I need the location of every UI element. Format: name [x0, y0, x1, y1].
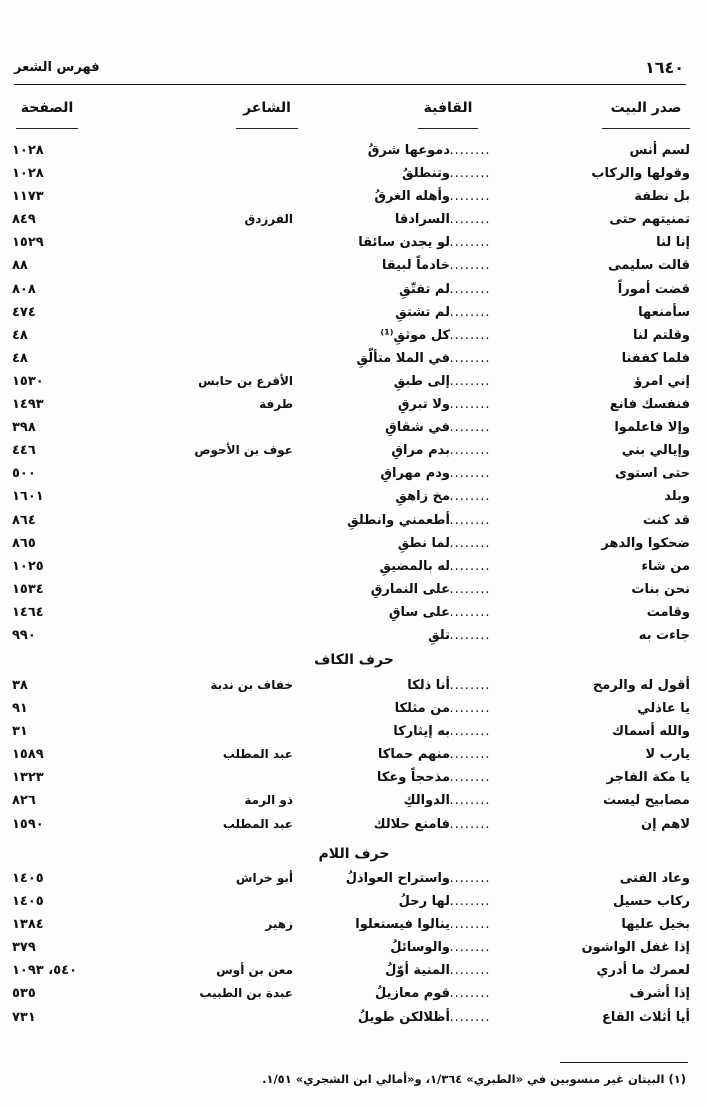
verse-opening: وقولها والركاب — [591, 166, 690, 182]
section-kaf-rows — [0, 675, 708, 837]
page-reference: ٨٦٥ — [12, 535, 36, 551]
verse-opening: وبلد — [664, 489, 690, 505]
index-row — [0, 186, 708, 209]
page-reference: ١٦٠١ — [12, 489, 44, 505]
index-row — [0, 348, 708, 371]
verse-opening: وقلتم لنا — [633, 327, 690, 343]
page-header — [14, 58, 684, 80]
verse-opening: قالت سليمى — [608, 258, 690, 274]
index-row — [0, 891, 708, 914]
rhyme-word: ينالوا فيستعلوا — [355, 917, 450, 933]
verse-opening: فلما كففنا — [621, 350, 690, 366]
index-row — [0, 302, 708, 325]
verse-opening: فنفسك فانع — [609, 397, 690, 413]
index-row — [0, 440, 708, 463]
rhyme-word: بدم مراقِ — [391, 443, 450, 459]
index-row — [0, 602, 708, 625]
rhyme-word: على النمارقِ — [370, 581, 450, 597]
index-row — [0, 579, 708, 602]
rhyme-word: والوسائلُ — [390, 940, 450, 956]
index-row — [0, 325, 708, 348]
verse-opening: إذا أشرف — [629, 986, 690, 1002]
rhyme-word: مذحجاً وعكا — [376, 770, 450, 786]
page-reference: ٨٤٩ — [12, 212, 36, 228]
poet-name: خفاف بن ندبة — [210, 678, 293, 692]
page-reference: ٩٩٠ — [12, 627, 36, 643]
dot-leader: ........ — [449, 770, 491, 786]
dot-leader: ........ — [449, 512, 491, 528]
rhyme-word: السرادقا — [394, 212, 450, 228]
page-reference: ٨٢٦ — [12, 793, 36, 809]
dot-leader: ........ — [449, 466, 491, 482]
poet-name: طرفة — [259, 397, 293, 412]
dot-leader: ........ — [449, 747, 491, 763]
rhyme-word: تلقِ — [428, 627, 450, 643]
rhyme-word: خادماً لبيقا — [381, 258, 450, 274]
page-reference: ٩١ — [12, 701, 28, 717]
dot-leader: ........ — [449, 535, 491, 551]
verse-opening: ركاب حسيل — [612, 894, 690, 910]
page-reference: ٨٨ — [12, 258, 28, 274]
rhyme-word: أطعمني وانطلقِ — [347, 512, 450, 528]
verse-opening: إنا لنا — [656, 235, 690, 251]
dot-leader: ........ — [449, 558, 491, 574]
page-reference: ٥٣٥ — [12, 986, 36, 1002]
rhyme-word: في الملا متألّقِ — [356, 350, 450, 366]
page-reference: ٣٧٩ — [12, 940, 36, 956]
index-row — [0, 486, 708, 509]
dot-leader: ........ — [449, 816, 491, 832]
rhyme-word: ولا تبرقِ — [397, 397, 450, 413]
verse-opening: لسم أنس — [629, 143, 690, 158]
index-row — [0, 983, 708, 1006]
index-row — [0, 394, 708, 417]
section-qaf-rows — [0, 140, 708, 648]
verse-opening: سأمنعها — [638, 304, 690, 320]
page-reference: ٥٤٠، ١٠٩٣ — [12, 963, 78, 979]
poet-name: عبد المطلب — [222, 816, 293, 831]
page-reference: ١٥٢٩ — [12, 235, 44, 251]
dot-leader: ........ — [449, 212, 491, 228]
index-row — [0, 937, 708, 960]
verse-opening: قضت أموراً — [617, 281, 690, 297]
rhyme-word: أنا ذلكا — [407, 678, 450, 693]
dot-leader: ........ — [449, 894, 491, 910]
page-reference: ١٣٢٣ — [12, 770, 44, 786]
index-row — [0, 463, 708, 486]
dot-leader: ........ — [449, 678, 491, 693]
index-row — [0, 1007, 708, 1030]
dot-leader: ........ — [449, 793, 491, 809]
rhyme-word: الدوالكِ — [403, 793, 450, 809]
page-reference: ١٠٢٨ — [12, 143, 44, 158]
rhyme-word: واستراح العواذلُ — [345, 871, 450, 886]
verse-opening: إذا غفل الواشون — [581, 940, 690, 956]
page-number: ١٦٤٠ — [644, 58, 684, 77]
rhyme-word: وتنطلقُ — [402, 166, 450, 182]
dot-leader: ........ — [449, 420, 491, 436]
verse-opening: لاهم إن — [641, 816, 690, 832]
verse-opening: لعمرك ما أدري — [596, 963, 690, 979]
rhyme-word: فامنع حلالك — [373, 816, 450, 832]
index-row — [0, 371, 708, 394]
page-reference: ٤٤٦ — [12, 443, 36, 459]
page-reference: ١٤٠٥ — [12, 871, 44, 886]
dot-leader: ........ — [449, 604, 491, 620]
verse-opening: بخيل عليها — [621, 917, 690, 933]
rhyme-word: إلى طبقِ — [393, 373, 450, 389]
index-row — [0, 960, 708, 983]
dot-leader: ........ — [449, 963, 491, 979]
index-row — [0, 814, 708, 837]
index-row — [0, 790, 708, 813]
rhyme-word: لو يجدن سائقا — [358, 235, 450, 251]
rhyme-word: على ساقِ — [388, 604, 450, 620]
page-reference: ١٠٢٥ — [12, 558, 44, 574]
dot-leader: ........ — [449, 166, 491, 182]
verse-opening: يا مكة الفاجر — [606, 770, 690, 786]
index-row — [0, 675, 708, 698]
rhyme-word: مخ زاهقِ — [395, 489, 450, 505]
rhyme-word: المنية أوّلُ — [385, 963, 450, 979]
dot-leader: ........ — [449, 143, 491, 158]
verse-opening: والله أسماك — [612, 724, 690, 740]
rhyme-word: كل موثقِ⁽¹⁾ — [380, 327, 450, 343]
rhyme-word: به إيثاركا — [393, 724, 450, 740]
index-row — [0, 417, 708, 440]
rhyme-word: من مثلكا — [394, 701, 450, 717]
verse-opening: حتى استوى — [615, 466, 690, 482]
index-row — [0, 868, 708, 891]
footnote-rule — [560, 1062, 688, 1063]
verse-opening: بل نطفة — [634, 189, 690, 205]
verse-opening: يا عاذلي — [637, 701, 690, 717]
poet-name: معن بن أوس — [216, 963, 293, 978]
verse-opening: وإيالي بني — [621, 443, 690, 459]
section-title-kaf: حرف الكاف — [314, 652, 394, 668]
header-rule — [14, 84, 686, 85]
page-reference: ٤٨ — [12, 350, 28, 366]
index-row — [0, 744, 708, 767]
page-reference: ٣٩٨ — [12, 420, 36, 436]
dot-leader: ........ — [449, 581, 491, 597]
dot-leader: ........ — [449, 235, 491, 251]
rhyme-word: ودم مهراقِ — [380, 466, 450, 482]
verse-opening: وقامت — [646, 604, 690, 620]
verse-opening: مصابيح ليست — [602, 793, 690, 809]
index-row — [0, 140, 708, 163]
dot-leader: ........ — [449, 627, 491, 643]
rhyme-word: له بالمضيقِ — [379, 558, 450, 574]
rhyme-word: لها رحلُ — [398, 894, 450, 910]
page-reference: ١٤٠٥ — [12, 894, 44, 910]
index-row — [0, 698, 708, 721]
dot-leader: ........ — [449, 986, 491, 1002]
verse-opening: نحن بنات — [631, 581, 690, 597]
page-reference: ١٣٨٤ — [12, 917, 44, 933]
verse-opening: أيا أثلاث القاع — [602, 1009, 690, 1025]
page-reference: ٣٨ — [12, 678, 28, 693]
column-header-sadr: صدر البيت — [602, 100, 690, 129]
page-reference: ١٤٦٤ — [12, 604, 44, 620]
dot-leader: ........ — [449, 871, 491, 886]
poet-name: عبد المطلب — [222, 747, 293, 762]
rhyme-word: لما نطقِ — [397, 535, 450, 551]
page-reference: ٨٦٤ — [12, 512, 36, 528]
page-reference: ٨٠٨ — [12, 281, 36, 297]
poet-name: ذو الرمة — [244, 793, 293, 808]
index-row — [0, 279, 708, 302]
dot-leader: ........ — [449, 327, 491, 343]
verse-opening: وإلا فاعلموا — [614, 420, 690, 436]
index-row — [0, 533, 708, 556]
page-reference: ١١٧٣ — [12, 189, 44, 205]
page-reference: ١٤٩٣ — [12, 397, 44, 413]
column-header-qafia: القافية — [418, 100, 478, 129]
dot-leader: ........ — [449, 373, 491, 389]
dot-leader: ........ — [449, 304, 491, 320]
page-reference: ٧٣١ — [12, 1009, 36, 1025]
dot-leader: ........ — [449, 350, 491, 366]
rhyme-word: لم تفتّقِ — [399, 281, 450, 297]
verse-opening: ضحكوا والدهر — [601, 535, 690, 551]
index-row — [0, 767, 708, 790]
index-row — [0, 255, 708, 278]
page-reference: ٥٠٠ — [12, 466, 36, 482]
page-reference: ١٥٩٠ — [12, 816, 44, 832]
column-header-page: الصفحة — [16, 100, 78, 129]
footnote: (١) البيتان غير منسوبين في «الطبري» ١/٣٦٤، و«أمالي ابن الشجري» ١/٥١. — [262, 1072, 686, 1086]
dot-leader: ........ — [449, 1009, 491, 1025]
dot-leader: ........ — [449, 701, 491, 717]
running-title: فهرس الشعر — [14, 60, 100, 75]
poet-name: الفرزدق — [244, 212, 293, 227]
page-reference: ٤٧٤ — [12, 304, 36, 320]
rhyme-word: منهم حماكا — [377, 747, 450, 763]
section-title-lam: حرف اللام — [318, 846, 390, 862]
dot-leader: ........ — [449, 940, 491, 956]
index-row — [0, 625, 708, 648]
dot-leader: ........ — [449, 443, 491, 459]
page-reference: ١٥٣٤ — [12, 581, 44, 597]
rhyme-word: أظلالكن طويلُ — [357, 1009, 450, 1025]
dot-leader: ........ — [449, 489, 491, 505]
verse-opening: إني امرؤ — [634, 373, 690, 389]
index-row — [0, 914, 708, 937]
dot-leader: ........ — [449, 281, 491, 297]
index-row — [0, 209, 708, 232]
poet-name: عبدة بن الطبيب — [199, 986, 293, 1001]
page-reference: ١٥٨٩ — [12, 747, 44, 763]
page-reference: ١٠٢٨ — [12, 166, 44, 182]
verse-opening: قد كنت — [642, 512, 690, 528]
rhyme-word: دموعها شرقُ — [367, 143, 450, 158]
poet-name: زهير — [265, 917, 293, 932]
page-reference: ١٥٣٠ — [12, 373, 44, 389]
verse-opening: وعاد الفتى — [619, 871, 690, 886]
rhyme-word: لم تشتقِ — [395, 304, 450, 320]
page-reference: ٤٨ — [12, 327, 28, 343]
column-header-shaer: الشاعر — [236, 100, 298, 129]
rhyme-word: وأهله الغرقُ — [374, 189, 450, 205]
poet-name: الأقرع بن حابس — [198, 373, 293, 388]
section-lam-rows — [0, 868, 708, 1030]
index-row — [0, 556, 708, 579]
dot-leader: ........ — [449, 258, 491, 274]
dot-leader: ........ — [449, 189, 491, 205]
index-row — [0, 510, 708, 533]
index-row — [0, 232, 708, 255]
dot-leader: ........ — [449, 397, 491, 413]
verse-opening: جاءت به — [638, 627, 690, 643]
verse-opening: أقول له والرمح — [592, 678, 690, 693]
poet-name: عوف بن الأحوص — [194, 443, 293, 458]
page-reference: ٣١ — [12, 724, 28, 740]
verse-opening: يارب لا — [645, 747, 690, 763]
dot-leader: ........ — [449, 724, 491, 740]
poet-name: أبو خراش — [235, 871, 293, 885]
rhyme-word: قوم معازيلُ — [375, 986, 450, 1002]
verse-opening: تمنيتهم حتى — [609, 212, 690, 228]
index-row — [0, 721, 708, 744]
index-row — [0, 163, 708, 186]
verse-opening: من شاء — [641, 558, 690, 574]
dot-leader: ........ — [449, 917, 491, 933]
rhyme-word: في شقاقِ — [385, 420, 450, 436]
